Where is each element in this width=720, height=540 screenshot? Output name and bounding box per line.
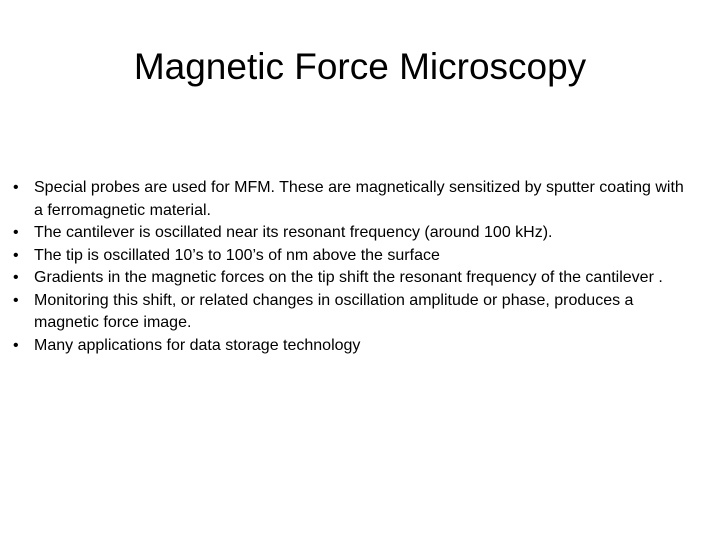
bullet-icon: • — [13, 269, 19, 286]
slide-title: Magnetic Force Microscopy — [133, 46, 587, 87]
bullet-text: The tip is oscillated 10’s to 100’s of nm above the surface — [34, 246, 440, 264]
bullet-text: Gradients in the magnetic forces on the tip shift the resonant frequency of the cantilever . — [34, 269, 663, 286]
bullet-text: The cantilever is oscillated near its resonant frequency (around 100 kHz). — [34, 224, 553, 241]
bullet-item-3 — [10, 245, 690, 268]
bullet-text: Many applications for data storage technology — [34, 336, 361, 354]
bullet-item-2 — [10, 222, 690, 245]
bullet-text: Monitoring this shift, or related changes in oscillation amplitude or phase, produces a magnetic force image. — [34, 291, 634, 331]
bullet-icon: • — [13, 336, 19, 354]
bullet-item-5 — [10, 290, 690, 335]
bullet-item-1 — [10, 177, 690, 222]
bullet-item-6 — [10, 335, 690, 358]
bullet-icon: • — [13, 291, 19, 309]
bullet-icon: • — [13, 246, 19, 264]
bullet-item-4 — [10, 267, 690, 290]
bullet-icon: • — [13, 224, 19, 241]
bullet-text: Special probes are used for MFM. These are magnetically sensitized by sputter coating with a ferromagnetic material. — [34, 179, 684, 219]
bullet-icon: • — [13, 179, 19, 196]
bullet-list — [10, 177, 690, 357]
